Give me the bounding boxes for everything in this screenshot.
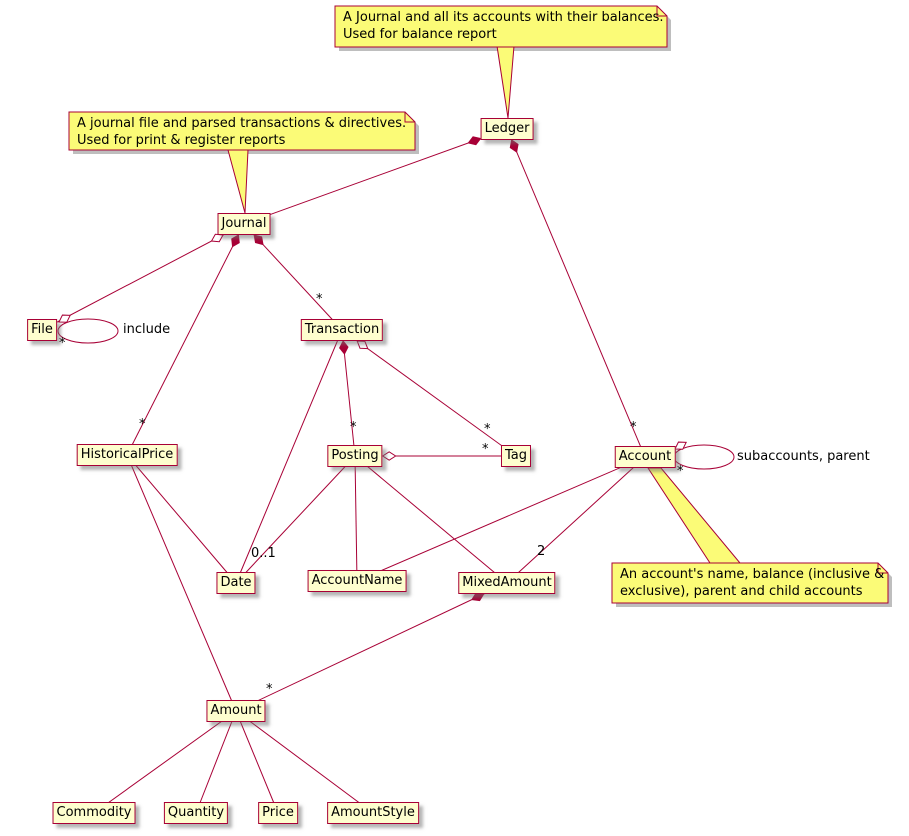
multiplicity-label: * [266,682,273,697]
edge-posting-date [236,456,355,583]
edge-posting-mixedamount [355,456,507,583]
class-posting [327,445,382,467]
edge-posting-accountname [355,456,357,581]
composition-diamond-journal [232,235,239,247]
class-label: File [31,322,53,337]
edge-mixedamount-amount [236,583,507,711]
edge-historicalprice-date [127,455,236,583]
class-label: Account [618,449,672,464]
class-label: Quantity [167,805,225,820]
class-commodity [53,802,136,824]
class-label: Ledger [484,121,530,136]
journal-note-pointer [228,150,248,213]
class-mixedamount [458,572,555,594]
class-date [216,572,255,594]
composition-diamond-transaction [340,341,348,354]
class-label: Transaction [304,322,380,337]
composition-diamond-mixedamount [472,593,484,601]
class-quantity [164,802,228,824]
class-amountstyle [327,802,419,824]
class-price [258,802,298,824]
class-label: MixedAmount [462,575,552,590]
composition-diamond-ledger [510,140,518,152]
class-label: Amount [210,703,262,718]
class-account [615,446,676,468]
class-label: Date [220,575,252,590]
multiplicity-label: * [316,292,323,307]
multiplicity-label: * [59,336,66,351]
class-historicalprice [77,444,178,466]
class-label: AccountName [311,573,403,588]
multiplicity-label: * [139,417,146,432]
note-line: Used for balance report [343,27,497,42]
multiplicity-label: * [677,464,684,479]
note-line: An account's name, balance (inclusive & [620,567,885,582]
edge-ledger-account [507,129,645,457]
edge-account-accountname [357,457,645,581]
note-line: exclusive), parent and child accounts [620,584,863,599]
class-accountname [308,570,407,592]
class-tag [501,445,531,467]
note-line: Used for print & register reports [77,133,286,148]
multiplicity-label: * [484,422,491,437]
edge-amount-commodity [94,711,236,813]
class-journal [218,213,271,235]
class-label: Commodity [56,805,132,820]
aggregation-diamond-transaction [357,341,368,349]
class-label: Price [262,805,294,820]
aggregation-diamond-posting [383,452,396,460]
class-label: Posting [331,448,379,463]
class-label: Tag [504,448,528,463]
ledger-note-text [343,9,664,43]
class-transaction [301,319,383,341]
composition-diamond-journal [254,235,263,245]
association-label: subaccounts, parent [737,449,870,464]
journal-note-text [77,115,406,149]
multiplicity-label: * [630,420,637,435]
class-label: HistoricalPrice [80,447,174,462]
note-line: A Journal and all its accounts with their balances. [343,10,664,25]
aggregation-diamond-file [59,315,70,322]
multiplicity-label: 0..1 [251,546,276,561]
class-label: AmountStyle [331,805,415,820]
multiplicity-label: 2 [537,544,546,559]
composition-diamond-ledger [468,137,480,145]
ledger-note-pointer [497,46,514,118]
account-note-pointer [648,468,740,563]
class-file [27,319,57,341]
aggregation-diamond-journal [212,234,224,241]
multiplicity-label: * [482,442,489,457]
class-amount [206,700,265,722]
multiplicity-label: * [350,420,357,435]
class-label: Journal [221,216,267,231]
association-label: include [123,322,171,337]
edge-amount-quantity [196,711,236,813]
class-ledger [481,118,534,140]
account-note-text [620,566,884,600]
note-line: A journal file and parsed transactions & directives. [77,116,407,131]
